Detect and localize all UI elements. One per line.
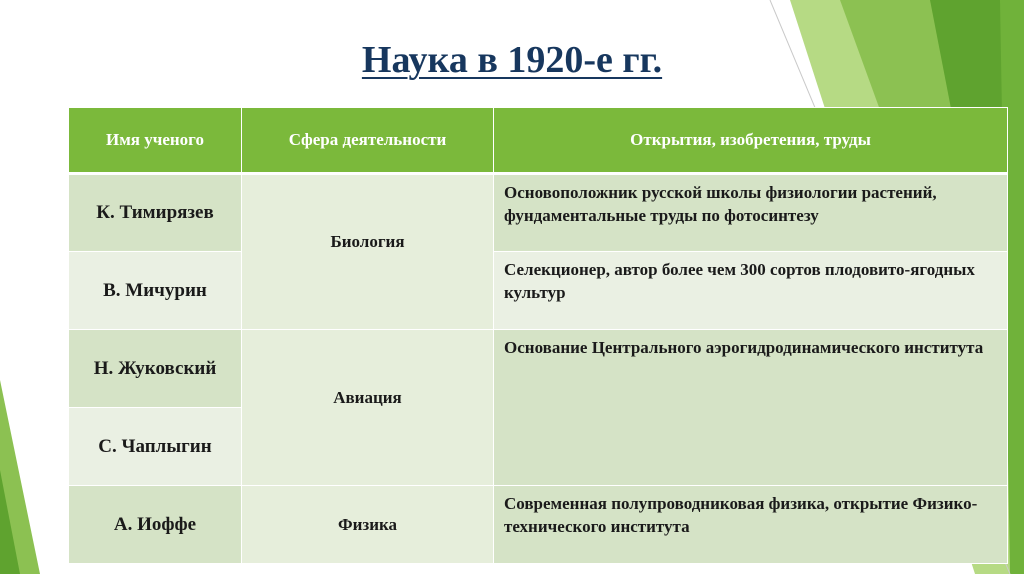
table-row (69, 174, 1008, 252)
table-header-row (69, 108, 1008, 174)
table-row (69, 252, 1008, 330)
header-name: Имя ученого (69, 108, 242, 174)
table-row (69, 330, 1008, 408)
scientists-table (68, 107, 1008, 564)
works-cell: Современная полупроводниковая физика, открытие Физико-технического института (494, 486, 1008, 564)
scientist-name: В. Мичурин (69, 252, 242, 330)
slide-title: Наука в 1920-е гг. (361, 39, 663, 81)
scientist-name: Н. Жуковский (69, 330, 242, 408)
sphere-cell: Биология (242, 174, 494, 330)
works-cell: Основание Центрального аэрогидродинамического института (494, 330, 1008, 486)
sphere-cell: Авиация (242, 330, 494, 486)
sphere-cell: Физика (242, 486, 494, 564)
scientist-name: А. Иоффе (69, 486, 242, 564)
scientist-name: К. Тимирязев (69, 174, 242, 252)
scientist-name: С. Чаплыгин (69, 408, 242, 486)
table-row (69, 486, 1008, 564)
works-cell: Основоположник русской школы физиологии растений, фундаментальные труды по фотосинтезу (494, 174, 1008, 252)
header-sphere: Сфера деятельности (242, 108, 494, 174)
works-cell: Селекционер, автор более чем 300 сортов плодовито-ягодных культур (494, 252, 1008, 330)
header-works: Открытия, изобретения, труды (494, 108, 1008, 174)
